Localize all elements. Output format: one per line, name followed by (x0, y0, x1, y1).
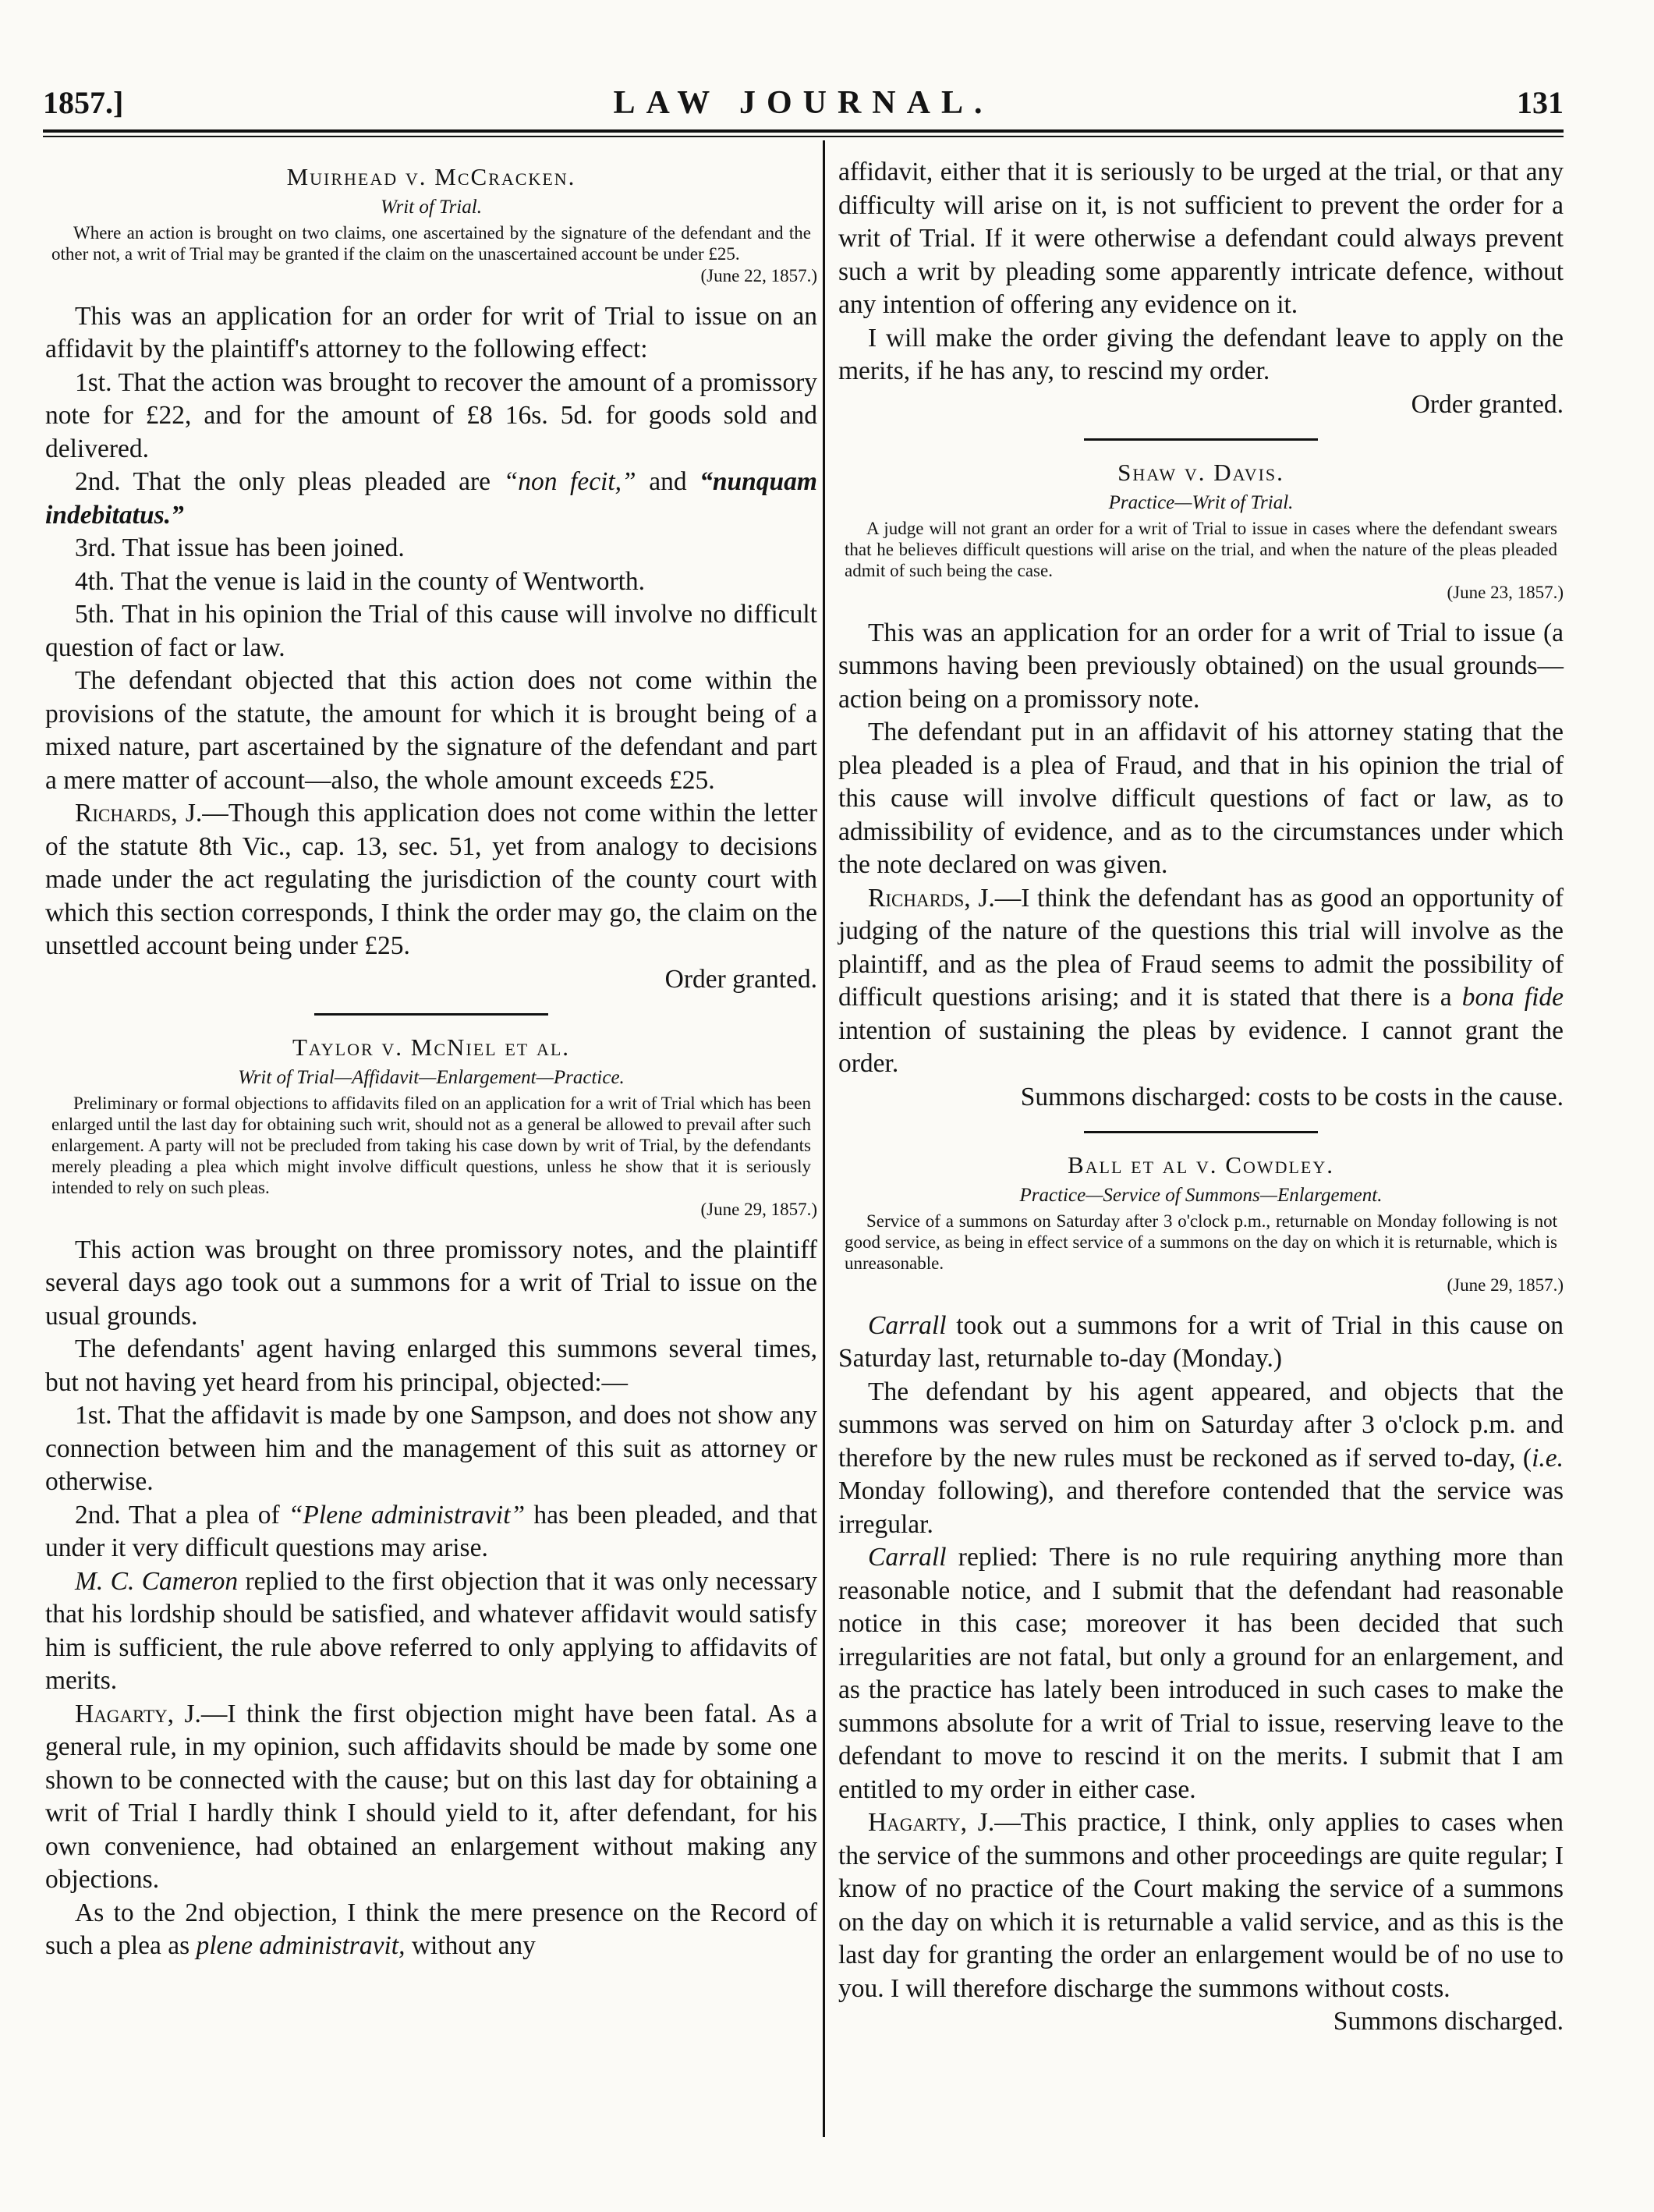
counsel-name: M. C. Cameron (75, 1566, 239, 1596)
page-number: 131 (1517, 85, 1564, 120)
left-column (45, 156, 817, 1963)
counsel-name: Carrall (868, 1543, 947, 1572)
case-result: Summons discharged: costs to be costs in the cause. (1020, 1082, 1564, 1111)
paragraph: Richards, J.—I think the defendant has as good an opportunity of judging of the nature of the questions this trial will involve as the plaintiff, and as the plea of Fraud seems to admit the possibility of difficult questions arising; and it is stated that there is a bona fide intention of sustaining the pleas by evidence. I cannot grant the order. (838, 883, 1564, 1078)
paragraph: M. C. Cameron replied to the first objection that it was only necessary that his lordship should be satisfied, and whatever affidavit would satisfy him is sufficient, the rule above referred to only applying to affidavits of merits. (45, 1566, 818, 1695)
counsel-name: Carrall (868, 1310, 947, 1340)
judge-name: Richards, J. (75, 799, 203, 828)
paragraph: 4th. That the venue is laid in the county of Wentworth. (75, 566, 646, 596)
paragraph: This action was brought on three promissory notes, and the plaintiff several days ago took out a summons for a writ of Trial to issue on the usual grounds. (45, 1235, 817, 1331)
case-date: (June 22, 1857.) (700, 265, 817, 285)
paragraph: Carrall took out a summons for a writ of Trial in this cause on Saturday last, returnable to-day (Monday.) (838, 1310, 1564, 1373)
case-date: (June 29, 1857.) (1447, 1274, 1564, 1295)
case-subtitle: Writ of Trial. (381, 196, 482, 218)
headnote: A judge will not grant an order for a writ of Trial to issue in cases where the defendant swears that he believes difficult questions will arise on the trial, and when the nature of the pleas pleaded admit of such being the case. (845, 518, 1557, 580)
paragraph: 3rd. That issue has been joined. (75, 534, 405, 562)
right-column (838, 156, 1564, 2039)
header-rule-thick (43, 129, 1564, 133)
case-result: Order granted. (1411, 389, 1564, 419)
paragraph: This was an application for an order for writ of Trial to issue on an affidavit by the plaintiff's attorney to the following effect: (45, 301, 817, 363)
case-result: Order granted. (664, 964, 817, 994)
column-divider (823, 140, 825, 2137)
paragraph: The defendant objected that this action does not come within the provisions of the statute, the amount for which it is brought being of a mixed nature, part ascertained by the signature of the defendant and part a mere matter of account—also, the whole amount exceeds £25. (45, 666, 817, 795)
running-header (43, 84, 1564, 131)
case-date: (June 23, 1857.) (1447, 582, 1564, 602)
headnote: Service of a summons on Saturday after 3 o'clock p.m., returnable on Monday following is not good service, as being in effect service of a summons on the day on which it is returnable, which is unreasonable. (845, 1211, 1557, 1273)
paragraph: Carrall replied: There is no rule requiring anything more than reasonable notice, and I submit that the defendant had reasonable notice in this case; moreover it has been decided that such irregularities are not fatal, but only a ground for an enlargement, and as the practice has lately been introduced in such cases to make the summons absolute for a writ of Trial to issue, reserving leave to the defendant to move to rescind it on the merits. I submit that I am entitled to my order in either case. (838, 1543, 1564, 1804)
paragraph: The defendant by his agent appeared, and objects that the summons was served on him on Saturday after 3 o'clock p.m. and therefore by the new rules must be reckoned as if served to-day, (i.e. Monday following), and therefore contended that the service was irregular. (838, 1377, 1564, 1539)
paragraph: Hagarty, J.—This practice, I think, only applies to cases when the service of the summons and other proceedings are quite regular; I know of no practice of the Court making the service of a summons on the day on which it is returnable a valid service, and as this is the last day for granting the order an enlargement would be of no use to you. I will therefore discharge the summons without costs. (838, 1808, 1564, 2003)
paragraph: The defendant put in an affidavit of his attorney stating that the plea pleaded is a plea of Fraud, and that in his opinion the trial of this cause will involve difficult questions of fact or law, as to admissibility of evidence, and as to the circumstances under which the note declared on was given. (838, 718, 1564, 879)
paragraph: I will make the order giving the defendant leave to apply on the merits, if he has any, to rescind my order. (838, 323, 1564, 385)
case-title-muirhead: Muirhead v. McCracken. (286, 163, 576, 190)
judge-name: Richards, J. (868, 883, 995, 913)
paragraph: The defendants' agent having enlarged this summons several times, but not having yet heard from his principal, objected:— (45, 1335, 817, 1397)
paragraph: 5th. That in his opinion the Trial of this cause will involve no difficult question of fact or law. (45, 600, 817, 662)
case-title-shaw: Shaw v. Davis. (1117, 459, 1284, 486)
case-title-ball: Ball et al v. Cowdley. (1067, 1151, 1334, 1179)
case-date: (June 29, 1857.) (700, 1199, 817, 1219)
headnote: Where an action is brought on two claims, one ascertained by the signature of the defendant and the other not, a writ of Trial may be granted if the claim on the unascertained account be under £25. (51, 222, 811, 264)
paragraph: 1st. That the action was brought to recover the amount of a promissory note for £22, and for the amount of £8 16s. 5d. for goods sold and delivered. (45, 367, 817, 463)
paragraph: 1st. That the affidavit is made by one Sampson, and does not show any connection between him and the management of this suit as attorney or otherwise. (45, 1401, 817, 1496)
case-separator (1084, 438, 1318, 441)
paragraph: 2nd. That the only pleas pleaded are “non fecit,” and “nunquam indebitatus.” (45, 467, 817, 530)
paragraph: affidavit, either that it is seriously to be urged at the trial, or that any difficulty will arise on it, is not sufficient to prevent the order for a writ of Trial. If it were otherwise a defendant could always prevent such a writ by pleading some apparently intricate defence, without any intention of offering any evidence on it. (838, 158, 1564, 319)
headnote: Preliminary or formal objections to affidavits filed on an application for a writ of Trial which has been enlarged until the last day for obtaining such writ, should not as a general be allowed to prevail after such enlargement. A party will not be precluded from taking his case down by writ of Trial, by the defendants merely pleading a plea which might involve difficult questions, unless he show that it is seriously intended to rely on such pleas. (51, 1093, 811, 1197)
header-year: 1857.] (43, 85, 124, 120)
judge-name: Hagarty, J. (75, 1699, 201, 1728)
case-subtitle: Writ of Trial—Affidavit—Enlargement—Practice. (238, 1066, 625, 1088)
journal-title: LAW JOURNAL. (613, 85, 993, 121)
paragraph: Hagarty, J.—I think the first objection might have been fatal. As a general rule, in my opinion, such affidavits should be made by some one shown to be connected with the cause; but on this last day for obtaining a writ of Trial I hardly think I should yield to it, after defendant, for his own convenience, had obtained an enlargement without making any objections. (45, 1699, 817, 1894)
header-rule-thin (43, 136, 1564, 137)
case-separator (314, 1013, 548, 1016)
case-title-taylor: Taylor v. McNiel et al. (292, 1033, 571, 1061)
paragraph: This was an application for an order for a writ of Trial to issue (a summons having been previously obtained) on the usual grounds—action being on a promissory note. (838, 618, 1564, 714)
paragraph: Richards, J.—Though this application does not come within the letter of the statute 8th Vic., cap. 13, sec. 51, yet from analogy to decisions made under the act regulating the jurisdiction of the county court with which this section corresponds, I think the order may go, the claim on the unsettled account being under £25. (45, 799, 817, 960)
paragraph: As to the 2nd objection, I think the mere presence on the Record of such a plea as plene administravit, without any (45, 1898, 817, 1960)
case-separator (1084, 1131, 1318, 1133)
case-result: Summons discharged. (1333, 2007, 1564, 2036)
case-subtitle: Practice—Writ of Trial. (1108, 491, 1294, 513)
paragraph: 2nd. That a plea of “Plene administravit” has been pleaded, and that under it very difficult questions may arise. (45, 1500, 818, 1562)
case-subtitle: Practice—Service of Summons—Enlargement. (1019, 1184, 1383, 1206)
judge-name: Hagarty, J. (868, 1808, 995, 1837)
